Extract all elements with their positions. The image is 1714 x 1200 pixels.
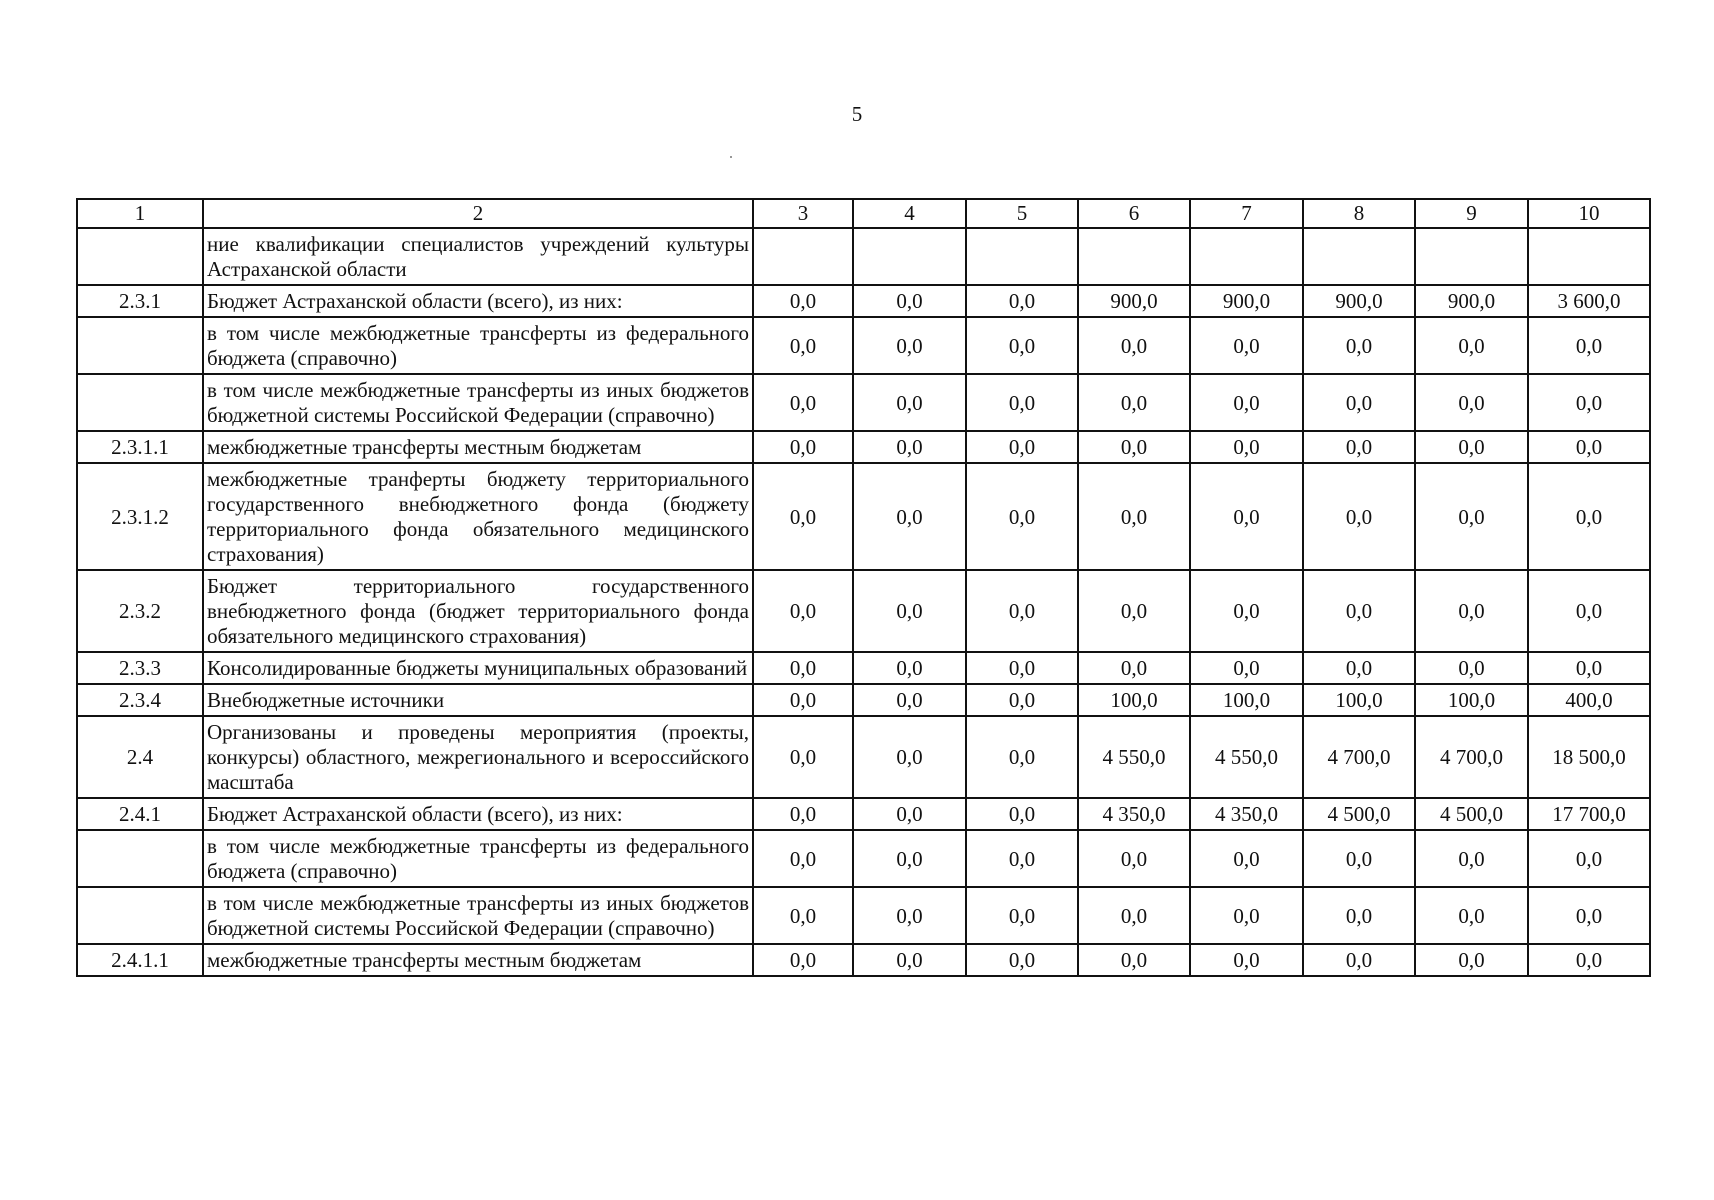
value-cell-col3: 0,0 bbox=[753, 798, 853, 830]
value-cell-col9: 0,0 bbox=[1415, 431, 1528, 463]
row-code: 2.3.1.2 bbox=[77, 463, 203, 570]
value-cell-col8: 900,0 bbox=[1303, 285, 1415, 317]
value-cell-col3: 0,0 bbox=[753, 944, 853, 976]
value-cell-col9: 0,0 bbox=[1415, 374, 1528, 431]
table-row bbox=[77, 374, 1650, 431]
row-code: 2.3.3 bbox=[77, 652, 203, 684]
value-cell-col4: 0,0 bbox=[853, 570, 966, 652]
value-cell-col5: 0,0 bbox=[966, 944, 1078, 976]
value-cell-col9: 0,0 bbox=[1415, 570, 1528, 652]
row-description: в том числе межбюджетные трансферты из федерального бюджета (справочно) bbox=[203, 830, 753, 887]
row-code: 2.4.1.1 bbox=[77, 944, 203, 976]
value-cell-col9: 4 700,0 bbox=[1415, 716, 1528, 798]
value-cell-col6: 4 350,0 bbox=[1078, 798, 1190, 830]
row-description: Бюджет Астраханской области (всего), из них: bbox=[203, 798, 753, 830]
value-cell-col4: 0,0 bbox=[853, 684, 966, 716]
value-cell-col10: 400,0 bbox=[1528, 684, 1650, 716]
value-cell-col5: 0,0 bbox=[966, 798, 1078, 830]
value-cell-col5: 0,0 bbox=[966, 684, 1078, 716]
value-cell-col7: 0,0 bbox=[1190, 944, 1303, 976]
value-cell-col4: 0,0 bbox=[853, 463, 966, 570]
value-cell-col7: 100,0 bbox=[1190, 684, 1303, 716]
row-code: 2.3.1.1 bbox=[77, 431, 203, 463]
value-cell-col4: 0,0 bbox=[853, 285, 966, 317]
value-cell-col9 bbox=[1415, 228, 1528, 285]
value-cell-col6: 0,0 bbox=[1078, 317, 1190, 374]
row-code: 2.3.2 bbox=[77, 570, 203, 652]
value-cell-col9: 0,0 bbox=[1415, 463, 1528, 570]
value-cell-col7: 4 550,0 bbox=[1190, 716, 1303, 798]
value-cell-col8: 0,0 bbox=[1303, 431, 1415, 463]
value-cell-col8: 0,0 bbox=[1303, 887, 1415, 944]
value-cell-col3: 0,0 bbox=[753, 652, 853, 684]
header-row bbox=[77, 199, 1650, 228]
table-row bbox=[77, 684, 1650, 716]
row-code bbox=[77, 317, 203, 374]
row-code bbox=[77, 830, 203, 887]
value-cell-col10: 0,0 bbox=[1528, 463, 1650, 570]
value-cell-col3: 0,0 bbox=[753, 317, 853, 374]
value-cell-col6: 0,0 bbox=[1078, 944, 1190, 976]
value-cell-col4: 0,0 bbox=[853, 944, 966, 976]
value-cell-col6: 0,0 bbox=[1078, 570, 1190, 652]
value-cell-col9: 900,0 bbox=[1415, 285, 1528, 317]
row-description: Бюджет территориального государственного внебюджетного фонда (бюджет территориального фонда обязательного медицинского страхования) bbox=[203, 570, 753, 652]
row-description: ние квалификации специалистов учреждений культуры Астраханской области bbox=[203, 228, 753, 285]
row-description: Организованы и проведены мероприятия (проекты, конкурсы) областного, межрегионального и всероссийского масштаба bbox=[203, 716, 753, 798]
value-cell-col4: 0,0 bbox=[853, 652, 966, 684]
value-cell-col5: 0,0 bbox=[966, 317, 1078, 374]
value-cell-col3: 0,0 bbox=[753, 285, 853, 317]
column-header-4: 4 bbox=[853, 199, 966, 228]
value-cell-col8: 0,0 bbox=[1303, 570, 1415, 652]
column-header-5: 5 bbox=[966, 199, 1078, 228]
value-cell-col10: 0,0 bbox=[1528, 887, 1650, 944]
value-cell-col7: 0,0 bbox=[1190, 570, 1303, 652]
value-cell-col5: 0,0 bbox=[966, 716, 1078, 798]
value-cell-col9: 0,0 bbox=[1415, 944, 1528, 976]
value-cell-col3: 0,0 bbox=[753, 830, 853, 887]
value-cell-col10: 0,0 bbox=[1528, 374, 1650, 431]
value-cell-col10: 0,0 bbox=[1528, 830, 1650, 887]
scan-speck bbox=[730, 156, 732, 158]
value-cell-col4: 0,0 bbox=[853, 431, 966, 463]
value-cell-col10: 0,0 bbox=[1528, 317, 1650, 374]
row-description: Внебюджетные источники bbox=[203, 684, 753, 716]
value-cell-col10: 0,0 bbox=[1528, 570, 1650, 652]
value-cell-col8: 0,0 bbox=[1303, 830, 1415, 887]
value-cell-col4: 0,0 bbox=[853, 317, 966, 374]
value-cell-col6 bbox=[1078, 228, 1190, 285]
value-cell-col4: 0,0 bbox=[853, 830, 966, 887]
value-cell-col7: 900,0 bbox=[1190, 285, 1303, 317]
value-cell-col6: 0,0 bbox=[1078, 887, 1190, 944]
value-cell-col7: 0,0 bbox=[1190, 652, 1303, 684]
value-cell-col6: 100,0 bbox=[1078, 684, 1190, 716]
value-cell-col5: 0,0 bbox=[966, 463, 1078, 570]
value-cell-col8: 0,0 bbox=[1303, 374, 1415, 431]
value-cell-col6: 4 550,0 bbox=[1078, 716, 1190, 798]
column-header-3: 3 bbox=[753, 199, 853, 228]
row-code: 2.4.1 bbox=[77, 798, 203, 830]
table-row bbox=[77, 830, 1650, 887]
value-cell-col5: 0,0 bbox=[966, 652, 1078, 684]
column-header-8: 8 bbox=[1303, 199, 1415, 228]
value-cell-col8: 0,0 bbox=[1303, 317, 1415, 374]
page-number: 5 bbox=[851, 102, 863, 126]
value-cell-col5: 0,0 bbox=[966, 887, 1078, 944]
value-cell-col9: 0,0 bbox=[1415, 887, 1528, 944]
column-header-1: 1 bbox=[77, 199, 203, 228]
value-cell-col9: 4 500,0 bbox=[1415, 798, 1528, 830]
value-cell-col6: 0,0 bbox=[1078, 374, 1190, 431]
column-header-10: 10 bbox=[1528, 199, 1650, 228]
value-cell-col8: 4 700,0 bbox=[1303, 716, 1415, 798]
value-cell-col8: 4 500,0 bbox=[1303, 798, 1415, 830]
value-cell-col7: 0,0 bbox=[1190, 317, 1303, 374]
value-cell-col7: 0,0 bbox=[1190, 374, 1303, 431]
value-cell-col5: 0,0 bbox=[966, 570, 1078, 652]
value-cell-col8: 0,0 bbox=[1303, 944, 1415, 976]
table-row bbox=[77, 431, 1650, 463]
row-description: межбюджетные транферты бюджету территориального государственного внебюджетного фонда (бюджету территориального фонда обязательного медицинского страхования) bbox=[203, 463, 753, 570]
value-cell-col7: 0,0 bbox=[1190, 463, 1303, 570]
value-cell-col3 bbox=[753, 228, 853, 285]
row-description: Бюджет Астраханской области (всего), из них: bbox=[203, 285, 753, 317]
value-cell-col7: 0,0 bbox=[1190, 830, 1303, 887]
value-cell-col7: 0,0 bbox=[1190, 431, 1303, 463]
table-row bbox=[77, 228, 1650, 285]
value-cell-col4: 0,0 bbox=[853, 374, 966, 431]
row-code: 2.4 bbox=[77, 716, 203, 798]
column-header-7: 7 bbox=[1190, 199, 1303, 228]
value-cell-col10: 0,0 bbox=[1528, 944, 1650, 976]
table-row bbox=[77, 285, 1650, 317]
value-cell-col4 bbox=[853, 228, 966, 285]
value-cell-col6: 0,0 bbox=[1078, 830, 1190, 887]
row-description: межбюджетные трансферты местным бюджетам bbox=[203, 431, 753, 463]
value-cell-col9: 100,0 bbox=[1415, 684, 1528, 716]
column-header-6: 6 bbox=[1078, 199, 1190, 228]
budget-table bbox=[76, 198, 1651, 977]
value-cell-col6: 0,0 bbox=[1078, 431, 1190, 463]
table-row bbox=[77, 317, 1650, 374]
value-cell-col3: 0,0 bbox=[753, 374, 853, 431]
table-row bbox=[77, 716, 1650, 798]
row-description: в том числе межбюджетные трансферты из иных бюджетов бюджетной системы Российской Федерации (справочно) bbox=[203, 374, 753, 431]
value-cell-col10: 0,0 bbox=[1528, 431, 1650, 463]
value-cell-col9: 0,0 bbox=[1415, 830, 1528, 887]
table-row bbox=[77, 944, 1650, 976]
value-cell-col4: 0,0 bbox=[853, 798, 966, 830]
table-row bbox=[77, 887, 1650, 944]
value-cell-col8: 100,0 bbox=[1303, 684, 1415, 716]
column-header-2: 2 bbox=[203, 199, 753, 228]
value-cell-col6: 900,0 bbox=[1078, 285, 1190, 317]
value-cell-col7: 0,0 bbox=[1190, 887, 1303, 944]
value-cell-col9: 0,0 bbox=[1415, 652, 1528, 684]
value-cell-col3: 0,0 bbox=[753, 463, 853, 570]
value-cell-col10: 0,0 bbox=[1528, 652, 1650, 684]
value-cell-col7: 4 350,0 bbox=[1190, 798, 1303, 830]
table-row bbox=[77, 652, 1650, 684]
row-description: в том числе межбюджетные трансферты из федерального бюджета (справочно) bbox=[203, 317, 753, 374]
value-cell-col8: 0,0 bbox=[1303, 463, 1415, 570]
value-cell-col3: 0,0 bbox=[753, 431, 853, 463]
value-cell-col9: 0,0 bbox=[1415, 317, 1528, 374]
value-cell-col10: 17 700,0 bbox=[1528, 798, 1650, 830]
table-row bbox=[77, 463, 1650, 570]
row-description: в том числе межбюджетные трансферты из иных бюджетов бюджетной системы Российской Федерации (справочно) bbox=[203, 887, 753, 944]
column-header-9: 9 bbox=[1415, 199, 1528, 228]
value-cell-col4: 0,0 bbox=[853, 716, 966, 798]
value-cell-col5: 0,0 bbox=[966, 374, 1078, 431]
value-cell-col3: 0,0 bbox=[753, 684, 853, 716]
value-cell-col4: 0,0 bbox=[853, 887, 966, 944]
row-code: 2.3.4 bbox=[77, 684, 203, 716]
row-description: межбюджетные трансферты местным бюджетам bbox=[203, 944, 753, 976]
row-code: 2.3.1 bbox=[77, 285, 203, 317]
row-code bbox=[77, 374, 203, 431]
value-cell-col8: 0,0 bbox=[1303, 652, 1415, 684]
value-cell-col5: 0,0 bbox=[966, 285, 1078, 317]
value-cell-col3: 0,0 bbox=[753, 716, 853, 798]
value-cell-col5: 0,0 bbox=[966, 830, 1078, 887]
value-cell-col3: 0,0 bbox=[753, 887, 853, 944]
value-cell-col8 bbox=[1303, 228, 1415, 285]
table-header bbox=[77, 199, 1650, 228]
value-cell-col6: 0,0 bbox=[1078, 652, 1190, 684]
value-cell-col5: 0,0 bbox=[966, 431, 1078, 463]
value-cell-col5 bbox=[966, 228, 1078, 285]
value-cell-col10: 18 500,0 bbox=[1528, 716, 1650, 798]
value-cell-col3: 0,0 bbox=[753, 570, 853, 652]
table-body bbox=[77, 228, 1650, 976]
table-row bbox=[77, 798, 1650, 830]
row-code bbox=[77, 887, 203, 944]
value-cell-col10: 3 600,0 bbox=[1528, 285, 1650, 317]
value-cell-col7 bbox=[1190, 228, 1303, 285]
value-cell-col10 bbox=[1528, 228, 1650, 285]
table-row bbox=[77, 570, 1650, 652]
row-description: Консолидированные бюджеты муниципальных образований bbox=[203, 652, 753, 684]
value-cell-col6: 0,0 bbox=[1078, 463, 1190, 570]
row-code bbox=[77, 228, 203, 285]
